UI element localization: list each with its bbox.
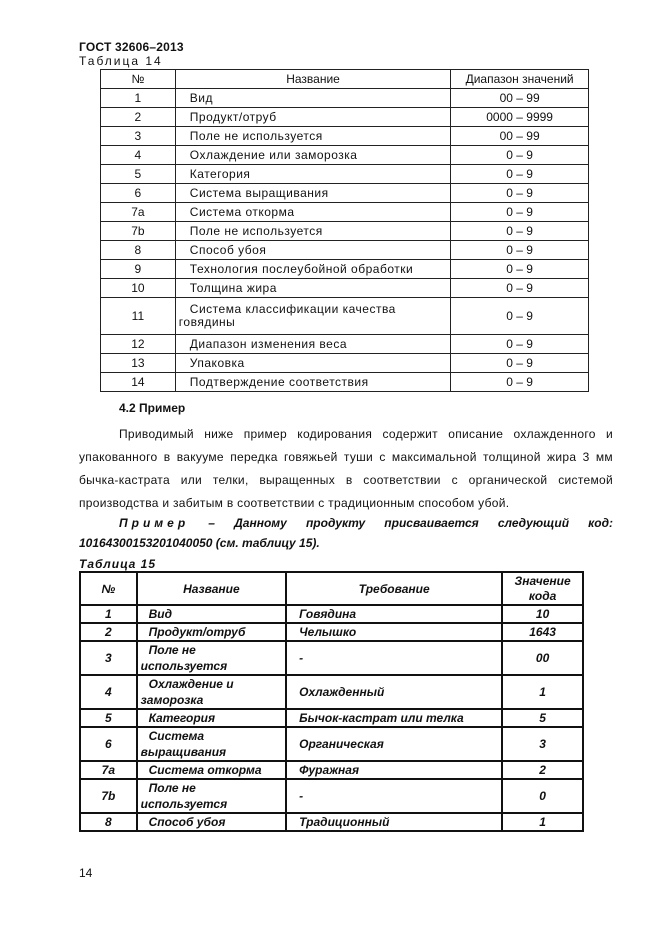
column-header-range: Диапазон значений [451,70,589,89]
cell-name [137,623,287,641]
page-number: 14 [79,866,93,880]
cell-name-text: Категория [148,711,216,725]
cell-range: 0 – 9 [451,165,589,184]
cell-code: 10 [502,605,583,623]
cell-range: 0 – 9 [451,260,589,279]
table-row [80,709,583,727]
cell-name: Упаковка [175,354,450,373]
cell-name-text: Вид [148,607,173,621]
cell-range: 0 – 9 [451,279,589,298]
table-row [101,222,589,241]
cell-number: 7b [101,222,176,241]
cell-number: 4 [80,675,137,709]
cell-requirement: Фуражная [286,761,502,779]
cell-range: 0 – 9 [451,373,589,392]
cell-code: 3 [502,727,583,761]
table-14-caption: Таблица 14 [79,54,163,68]
cell-name [137,779,287,813]
table-row [80,605,583,623]
example-description-paragraph: Приводимый ниже пример кодирования содержит описание охлажденного и упакованного в вакууме передка говяжьей туши с максимальной толщиной жира 3 мм бычка-кастрата или телки, выращенных в соответствии с органической системой производства и забитым в соответствии с традиционным способом убой. [79,427,613,510]
table-row [80,623,583,641]
table-row [101,279,589,298]
example-text: – Данному продукту присваивается следующий код: 10164300153201040050 (см. таблицу 15). [79,516,613,550]
cell-range: 00 – 99 [451,89,589,108]
table-row [101,298,589,335]
table-row [80,727,583,761]
cell-name-line-2: заморозка [140,693,204,707]
cell-name-line-2: используется [140,797,228,811]
column-header-code-line-1: Значение [514,573,571,588]
cell-range: 0 – 9 [451,354,589,373]
column-header-name: Название [137,572,287,605]
table-row [101,241,589,260]
cell-name: Система откорма [175,203,450,222]
cell-name: Система выращивания [175,184,450,203]
cell-name-text: Система откорма [148,763,262,777]
cell-range: 0 – 9 [451,335,589,354]
table-row [101,165,589,184]
cell-name-line-2: выращивания [140,745,227,759]
example-note [79,513,613,553]
cell-range: 0000 – 9999 [451,108,589,127]
cell-number: 7b [80,779,137,813]
cell-number: 12 [101,335,176,354]
table-row [101,354,589,373]
cell-name [137,605,287,623]
cell-name-line-1: Охлаждение и [148,677,234,691]
table-row [101,127,589,146]
cell-name [137,675,287,709]
cell-requirement: - [286,641,502,675]
cell-code: 2 [502,761,583,779]
cell-name [137,813,287,831]
cell-name: Вид [175,89,450,108]
cell-name [137,761,287,779]
cell-number: 1 [101,89,176,108]
cell-code: 1 [502,675,583,709]
column-header-name: Название [175,70,450,89]
cell-name: Технология послеубойной обработки [175,260,450,279]
cell-name: Подтверждение соответствия [175,373,450,392]
cell-name-text: Способ убоя [148,815,226,829]
table-row [101,108,589,127]
cell-name: Способ убоя [175,241,450,260]
table-15-caption: Таблица 15 [79,557,157,571]
table-row [101,335,589,354]
cell-range: 00 – 99 [451,127,589,146]
table-row [101,373,589,392]
cell-number: 11 [101,298,176,335]
cell-requirement: Традиционный [286,813,502,831]
table-row [101,260,589,279]
cell-name: Категория [175,165,450,184]
cell-requirement: Охлажденный [286,675,502,709]
cell-number: 6 [80,727,137,761]
table-row [80,641,583,675]
cell-number: 3 [101,127,176,146]
cell-number: 8 [101,241,176,260]
table-15 [79,571,584,832]
cell-name-line-1: Система классификации качества [189,302,396,316]
table-row [80,779,583,813]
cell-number: 6 [101,184,176,203]
table-row [80,761,583,779]
cell-number: 9 [101,260,176,279]
column-header-requirement: Требование [286,572,502,605]
cell-requirement: Говядина [286,605,502,623]
column-header-number: № [80,572,137,605]
cell-requirement: Органическая [286,727,502,761]
cell-range: 0 – 9 [451,146,589,165]
cell-name: Диапазон изменения веса [175,335,450,354]
table-row [101,146,589,165]
cell-number: 2 [80,623,137,641]
table-row [80,675,583,709]
cell-number: 5 [80,709,137,727]
cell-number: 13 [101,354,176,373]
table-header-row [80,572,583,605]
cell-code: 0 [502,779,583,813]
cell-code: 5 [502,709,583,727]
table-row [101,89,589,108]
cell-name: Охлаждение или заморозка [175,146,450,165]
section-heading: 4.2 Пример [119,401,186,415]
cell-name-line-1: Поле не [148,643,196,657]
cell-code: 1 [502,813,583,831]
column-header-code-line-2: кода [528,588,557,603]
cell-name-line-2: используется [140,659,228,673]
cell-requirement: Челышко [286,623,502,641]
cell-number: 1 [80,605,137,623]
table-14 [100,69,589,392]
cell-range: 0 – 9 [451,241,589,260]
cell-name: Поле не используется [175,222,450,241]
table-row [101,184,589,203]
cell-number: 7a [101,203,176,222]
cell-range: 0 – 9 [451,222,589,241]
cell-name: Поле не используется [175,127,450,146]
cell-name-line-1: Система [148,729,205,743]
cell-name [137,709,287,727]
cell-name [175,298,450,335]
column-header-number: № [101,70,176,89]
cell-name-text: Продукт/отруб [148,625,246,639]
cell-number: 14 [101,373,176,392]
cell-name: Продукт/отруб [175,108,450,127]
cell-number: 5 [101,165,176,184]
document-code: ГОСТ 32606–2013 [79,40,184,54]
cell-code: 00 [502,641,583,675]
example-label: Пример [119,516,190,530]
cell-range: 0 – 9 [451,298,589,335]
cell-number: 8 [80,813,137,831]
cell-number: 7a [80,761,137,779]
cell-name: Толщина жира [175,279,450,298]
cell-requirement: Бычок-кастрат или телка [286,709,502,727]
cell-number: 10 [101,279,176,298]
cell-range: 0 – 9 [451,203,589,222]
cell-code: 1643 [502,623,583,641]
cell-number: 4 [101,146,176,165]
cell-name-line-1: Поле не [148,781,196,795]
cell-number: 3 [80,641,137,675]
cell-name-line-2: говядины [178,315,236,329]
cell-range: 0 – 9 [451,184,589,203]
cell-number: 2 [101,108,176,127]
cell-requirement: - [286,779,502,813]
cell-name [137,641,287,675]
table-header-row [101,70,589,89]
column-header-code-value [502,572,583,605]
table-row [101,203,589,222]
table-row [80,813,583,831]
cell-name [137,727,287,761]
